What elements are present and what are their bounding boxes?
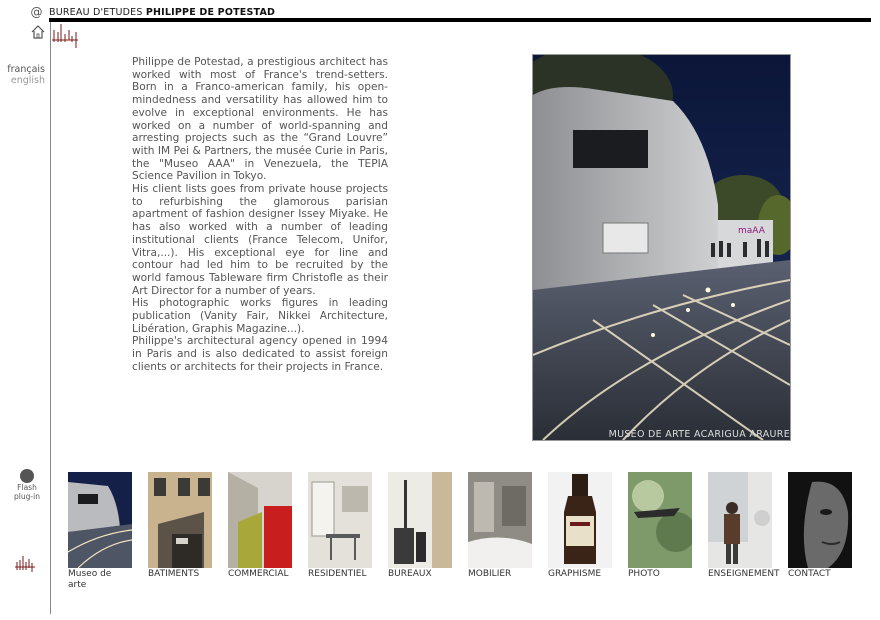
bio-paragraph: Philippe de Potestad, a prestigious architect has worked with most of France's trend-setters. Born in a Franco-american family, his open-mindedness and versatility has allowed him to evolve in exceptional environments. He has worked on a number of world-spanning and arresting projects such as the “Grand Louvre” with IM Pei & Partners, the musée Curie in Paris, the "Museo AAA" in Venezuela, the TEPIA Science Pavilion in Tokyo. [132, 56, 388, 183]
bio-paragraph: Philippe's architectural agency opened in 1994 in Paris and is also dedicated to assist foreign clients or architects for their projects in France. [132, 335, 388, 373]
bio-paragraph: His photographic works figures in leading publication (Vanity Fair, Nikkei Architecture, Libération, Graphis Magazine...). [132, 297, 388, 335]
flash-icon[interactable] [20, 469, 34, 483]
thumb-image[interactable] [148, 472, 212, 568]
thumb-image[interactable] [388, 472, 452, 568]
brand-prefix: BUREAU D'ETUDES [49, 7, 143, 18]
nav-item-museo[interactable] [68, 472, 132, 590]
home-icon[interactable] [30, 24, 46, 40]
nav-item-label[interactable]: GRAPHISME [548, 569, 602, 579]
nav-item-enseignement[interactable] [708, 472, 780, 580]
nav-item-label[interactable]: MOBILIER [468, 569, 512, 579]
nav-item-residentiel[interactable] [308, 472, 372, 580]
hero-photo [532, 54, 791, 441]
thumb-image[interactable] [628, 472, 692, 568]
nav-item-label[interactable]: COMMERCIAL [228, 569, 289, 579]
at-icon: @ [30, 5, 43, 19]
nav-item-label[interactable]: BUREAUX [388, 569, 432, 579]
brand-name: PHILIPPE DE POTESTAD [145, 7, 276, 18]
nav-item-batiments[interactable] [148, 472, 212, 580]
barcode-logo-icon [15, 556, 35, 572]
nav-item-label[interactable]: BATIMENTS [148, 569, 200, 579]
header-rule [49, 18, 871, 22]
thumb-image[interactable] [788, 472, 852, 568]
nav-item-label[interactable]: CONTACT [788, 569, 831, 579]
nav-item-bureaux[interactable] [388, 472, 452, 580]
barcode-logo-icon [50, 22, 80, 48]
nav-item-label[interactable]: Museo de arte [68, 569, 112, 590]
thumb-image[interactable] [548, 472, 612, 568]
bio-paragraph: His client lists goes from private house projects to refurbishing the glamorous parisian apartment of fashion designer Issey Miyake. He has also worked with a number of leading institutional clients (France Telecom, Unifor, Vitra,...). His exceptional eye for line and contour had led him to be recruited by the world famous Tableware firm Christofle as their Art Director for a number of years. [132, 183, 388, 297]
flash-plugin-link[interactable]: Flash plug-in [14, 483, 40, 501]
thumb-image[interactable] [68, 472, 132, 568]
hero-caption: MUSEO DE ARTE ACARIGUA ARAURE [608, 429, 790, 440]
site-title[interactable] [49, 7, 275, 18]
bio-text [132, 56, 388, 374]
thumb-image[interactable] [308, 472, 372, 568]
thumb-image[interactable] [228, 472, 292, 568]
nav-item-graphisme[interactable] [548, 472, 612, 580]
nav-item-label[interactable]: ENSEIGNEMENT [708, 569, 780, 579]
lang-francais[interactable]: français [7, 64, 45, 75]
thumb-image[interactable] [468, 472, 532, 568]
nav-item-mobilier[interactable] [468, 472, 532, 580]
nav-item-label[interactable]: RESIDENTIEL [308, 569, 367, 579]
nav-item-photo[interactable] [628, 472, 692, 580]
lang-english[interactable]: english [10, 75, 45, 86]
hero-sign: maAA [738, 226, 765, 236]
nav-item-contact[interactable] [788, 472, 852, 580]
left-rule [50, 22, 51, 614]
thumb-image[interactable] [708, 472, 772, 568]
nav-item-label[interactable]: PHOTO [628, 569, 660, 579]
nav-item-commercial[interactable] [228, 472, 292, 580]
